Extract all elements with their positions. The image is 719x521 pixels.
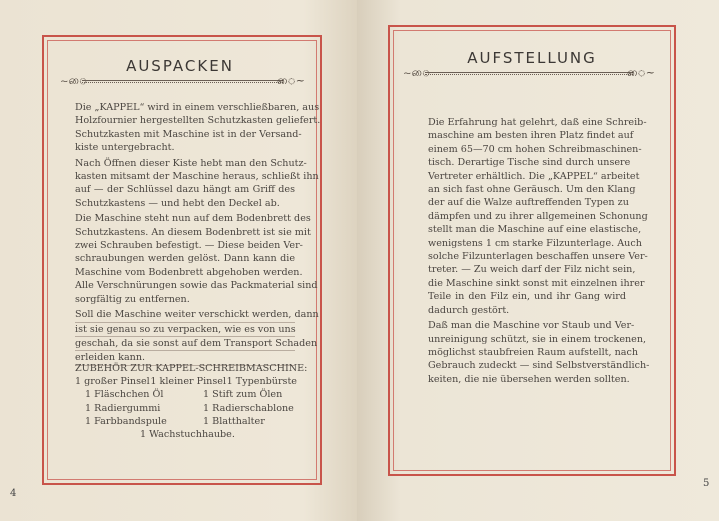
text-line: erleiden kann. [75,351,295,365]
text-line: Die „KAPPEL“ wird in einem verschließbaren, aus [75,102,320,113]
text-line: dadurch gestört. [428,304,510,316]
title-ornament [60,74,305,87]
text-line: Nach Öffnen dieser Kiste hebt man den Schutz- [75,157,307,169]
right-body-text [428,116,650,388]
accessory-item: 1 großer Pinsel [75,376,150,388]
accessory-item: 1 Radiergummi [85,402,161,414]
accessory-item: 1 Fläschchen Öl [85,389,164,401]
swirl-ornament-icon: ை~ [276,74,305,87]
text-line: ist sie genau so zu verpacken, wie es von uns [75,323,295,337]
text-line: Daß man die Maschine vor Staub und Ver- [428,320,635,332]
text-line: solche Filzunterlagen beschaffen unsere Ver- [428,251,648,263]
accessory-item: 1 kleiner Pinsel [150,376,227,388]
text-line: maschine am besten ihren Platz findet auf [428,130,634,142]
text-line: auf — der Schlüssel dazu hängt am Griff des [75,184,295,196]
paragraph [75,308,319,366]
text-line: geschah, da sie sonst auf dem Transport Schaden [75,337,295,351]
left-page [0,0,357,521]
paragraph [75,212,318,306]
text-line: Vertreter erhältlich. Die „KAPPEL“ arbeitet [428,170,640,182]
accessory-item: 1 Blatthalter [203,415,265,427]
text-line: Schutzkastens — und hebt den Deckel ab. [75,197,280,209]
text-line: unreinigung schützt, sie in einem trockenen, [428,333,647,345]
text-line: dämpfen und zu ihrer allgemeinen Schonung [428,210,648,222]
accessories-list [75,362,308,441]
text-line: schraubungen werden gelöst. Dann kann die [75,253,295,265]
text-line: Alle Verschnürungen sowie das Packmaterial sind [75,280,318,292]
title-ornament [403,66,655,79]
text-line: Holzfournier hergestellten Schutzkasten geliefert. [75,115,321,127]
text-line: Schutzkastens. An diesem Bodenbrett ist sie mit [75,226,311,238]
text-line: Gebrauch zudeckt — sind Selbstverständlich- [428,360,650,372]
text-line: möglichst staubfreien Raum aufstellt, nach [428,346,639,358]
text-line: an sich fast ohne Geräusch. Um den Klang [428,184,636,196]
text-line: treter. — Zu weich darf der Filz nicht sein, [428,264,636,276]
swirl-ornament-icon: ~ை [60,74,88,87]
text-line: Soll die Maschine weiter verschickt werden, dann [75,308,295,322]
text-line: tisch. Derartige Tische sind durch unsere [428,157,631,169]
text-line: kasten mitsamt der Maschine heraus, schließt ihn [75,171,319,183]
accessory-item: 1 Stift zum Ölen [203,389,283,401]
text-line: stellt man die Maschine auf eine elastische, [428,224,642,236]
text-line: der auf die Walze auftreffenden Typen zu [428,197,629,209]
text-line: die Maschine sinkt sonst mit einzelnen ihrer [428,277,645,289]
text-line: keiten, die nie übersehen werden sollten. [428,373,630,385]
page-number: 5 [703,478,710,489]
accessory-item: 1 Farbbandspule [85,415,167,427]
text-line: wenigstens 1 cm starke Filzunterlage. Auch [428,237,642,249]
text-line: zwei Schrauben befestigt. — Diese beiden Ver- [75,240,303,252]
accessory-item: 1 Radierschablone [203,402,294,414]
text-line: sorgfältig zu entfernen. [75,293,190,305]
text-line: Maschine vom Bodenbrett abgehoben werden. [75,266,303,278]
right-page-title: AUFSTELLUNG [467,49,597,67]
paragraph [428,319,650,386]
accessory-item: 1 Typenbürste [226,376,297,388]
paragraph [428,116,648,317]
right-page [357,0,719,521]
paragraph [75,101,321,155]
accessories-heading: ZUBEHÖR ZUR KAPPEL-SCHREIBMASCHINE: [75,363,308,374]
paragraph [75,157,319,211]
text-line: einem 65—70 cm hohen Schreibmaschinen- [428,143,642,155]
swirl-ornament-icon: ~ை [403,66,431,79]
text-line: Die Erfahrung hat gelehrt, daß eine Schreib- [428,117,647,128]
page-number: 4 [10,488,17,499]
accessory-item: 1 Wachstuchhaube. [140,429,235,441]
text-line: Schutzkasten mit Maschine ist in der Versand- [75,128,302,140]
left-page-title: AUSPACKEN [126,57,234,75]
text-line: Teile in den Filz ein, und ihr Gang wird [428,291,626,303]
swirl-ornament-icon: ை~ [626,66,655,79]
left-body-text [75,101,321,368]
text-line: kiste untergebracht. [75,142,175,154]
text-line: Die Maschine steht nun auf dem Bodenbrett des [75,213,311,225]
